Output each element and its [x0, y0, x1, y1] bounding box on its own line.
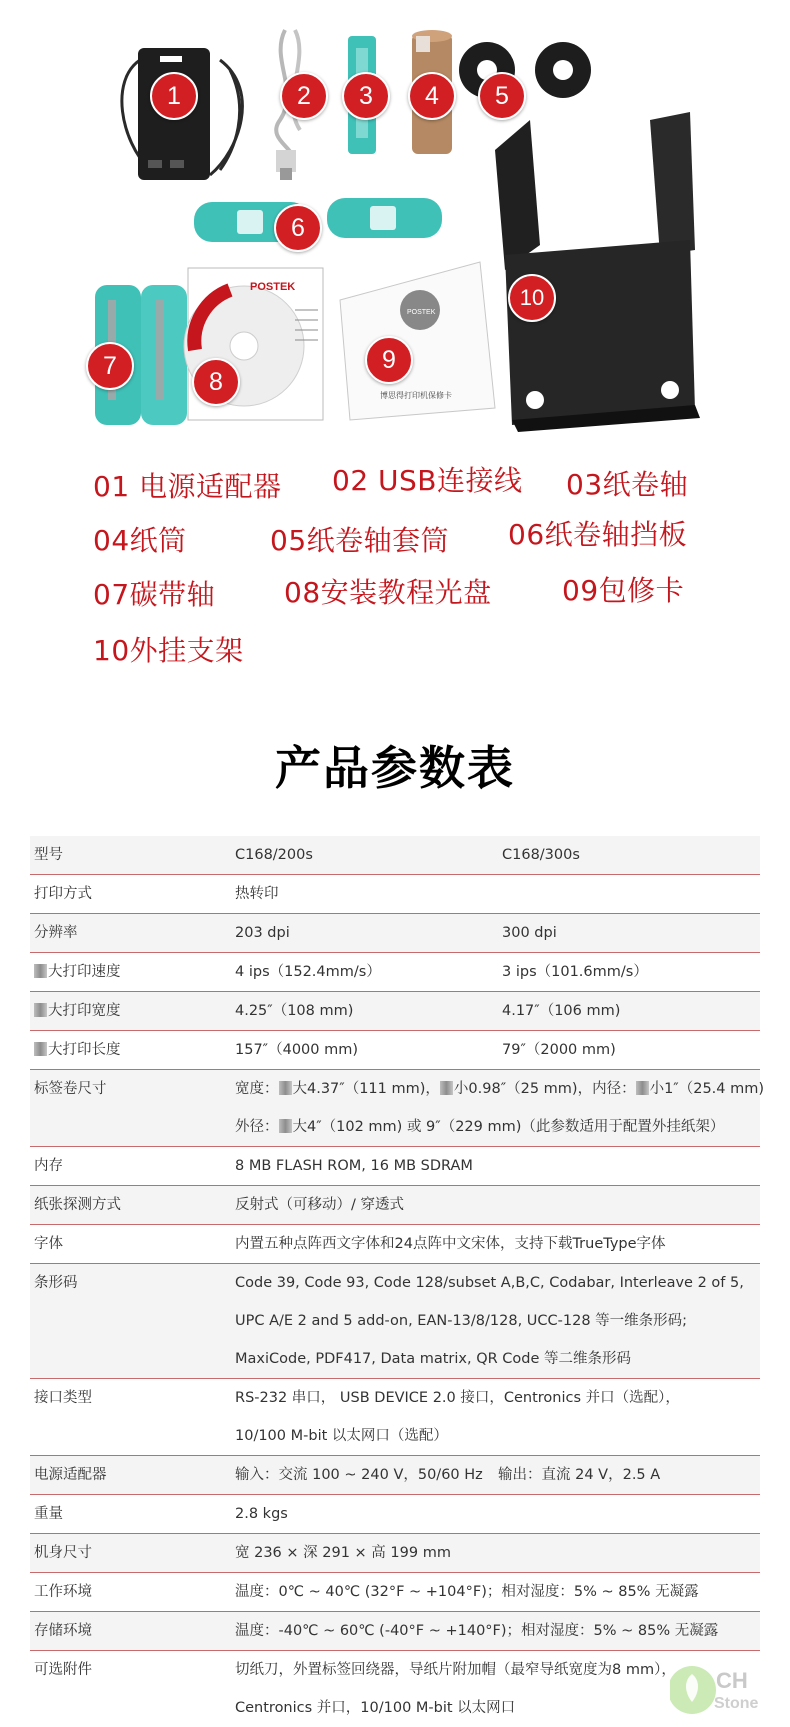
table-row-power-adapter — [30, 1456, 760, 1495]
table-row-resolution — [30, 914, 760, 953]
external-holder-image — [495, 112, 700, 432]
row-value-2: 300 dpi — [502, 925, 557, 941]
table-row-operating-env — [30, 1573, 760, 1612]
row-line: MaxiCode, PDF417, Data matrix, QR Code 等二维条形码 — [235, 1351, 632, 1367]
table-row-barcodes — [30, 1264, 760, 1379]
accessories-photo — [0, 0, 790, 440]
row-value-1: 内置五种点阵西文字体和24点阵中文宋体，支持下载TrueType字体 — [235, 1236, 666, 1252]
table-row-max-speed — [30, 953, 760, 992]
table-row-interfaces — [30, 1379, 760, 1456]
table-row-accessories — [30, 1651, 760, 1727]
row-value-1: 输入：交流 100 ~ 240 V，50/60 Hz — [235, 1467, 483, 1483]
chstone-logo — [670, 1662, 770, 1718]
text-part: 大4″（102 mm) 或 9″（229 mm)（此参数适用于配置外挂纸架） — [292, 1119, 725, 1135]
blurred-glyph — [279, 1081, 292, 1095]
text-part: 外径： — [235, 1119, 279, 1135]
row-label: 工作环境 — [34, 1584, 92, 1600]
badge-4: 4 — [408, 72, 456, 120]
row-line: Code 39, Code 93, Code 128/subset A,B,C, Codabar, Interleave 2 of 5, — [235, 1275, 744, 1291]
row-line — [235, 1108, 724, 1146]
table-row-fonts — [30, 1225, 760, 1264]
table-row-max-width — [30, 992, 760, 1031]
blurred-glyph — [34, 964, 47, 978]
row-label: 条形码 — [34, 1275, 78, 1291]
row-value-2: 输出：直流 24 V，2.5 A — [498, 1467, 661, 1483]
row-label: 大打印速度 — [48, 964, 121, 980]
row-label: 机身尺寸 — [34, 1545, 92, 1561]
blurred-glyph — [440, 1081, 453, 1095]
spec-table-title: 产品参数表 — [275, 741, 515, 795]
caption-08: 08安装教程光盘 — [284, 576, 492, 609]
text-part: 小0.98″（25 mm)，内径： — [453, 1081, 636, 1097]
row-value-1: 157″（4000 mm) — [235, 1042, 359, 1058]
badge-10: 10 — [508, 274, 556, 322]
row-line: UPC A/E 2 and 5 add-on, EAN-13/8/128, UCC-128 等一维条形码; — [235, 1313, 688, 1329]
row-value-2: 3 ips（101.6mm/s） — [502, 964, 648, 980]
row-value-2: 79″（2000 mm) — [502, 1042, 616, 1058]
badge-9: 9 — [365, 336, 413, 384]
row-line: 10/100 M-bit 以太网口（选配） — [235, 1428, 448, 1444]
row-label: 存储环境 — [34, 1623, 92, 1639]
logo-line-1: CH — [716, 1668, 748, 1693]
table-row-dimensions — [30, 1534, 760, 1573]
row-line: 切纸刀，外置标签回绕器，导纸片附加帽（最窄导纸宽度为8 mm）， — [235, 1662, 676, 1678]
row-line — [235, 1070, 764, 1108]
row-label: 纸张探测方式 — [34, 1197, 121, 1213]
logo-line-2: Stone — [714, 1695, 759, 1712]
row-value-1: 温度：-40℃ ~ 60℃ (-40°F ~ +140°F)；相对湿度：5% ~ 85% 无凝露 — [235, 1623, 719, 1639]
card-brand: POSTEK — [407, 309, 436, 316]
table-row-memory — [30, 1147, 760, 1186]
row-value-1: 2.8 kgs — [235, 1506, 288, 1522]
row-label: 大打印宽度 — [48, 1003, 121, 1019]
caption-04: 04纸筒 — [93, 524, 187, 557]
text-part: 宽度： — [235, 1081, 279, 1097]
caption-10: 10外挂支架 — [93, 634, 244, 667]
row-value-2: C168/300s — [502, 847, 580, 863]
card-subtitle: 博思得打印机保修卡 — [380, 391, 452, 400]
badge-5: 5 — [478, 72, 526, 120]
disc-brand: POSTEK — [250, 281, 296, 293]
row-label: 重量 — [34, 1506, 63, 1522]
table-row-max-length — [30, 1031, 760, 1070]
row-value-2: 4.17″（106 mm) — [502, 1003, 621, 1019]
table-row-weight — [30, 1495, 760, 1534]
row-label: 接口类型 — [34, 1390, 92, 1406]
badge-6: 6 — [274, 204, 322, 252]
table-row-paper-sensor — [30, 1186, 760, 1225]
table-row-model — [30, 836, 760, 875]
caption-05: 05纸卷轴套筒 — [270, 524, 450, 557]
badge-7: 7 — [86, 342, 134, 390]
caption-03: 03纸卷轴 — [566, 468, 689, 501]
table-row-storage-env — [30, 1612, 760, 1651]
badge-8: 8 — [192, 358, 240, 406]
table-row-print-method — [30, 875, 760, 914]
text-part: 大4.37″（111 mm)， — [292, 1081, 440, 1097]
badge-3: 3 — [342, 72, 390, 120]
row-value-1: 宽 236 × 深 291 × 高 199 mm — [235, 1545, 451, 1561]
row-label: 型号 — [34, 847, 63, 863]
row-label: 电源适配器 — [34, 1467, 107, 1483]
row-line: RS-232 串口， USB DEVICE 2.0 接口，Centronics 并口（选配）， — [235, 1390, 680, 1406]
caption-01: 01 电源适配器 — [93, 470, 282, 503]
row-value-1: 8 MB FLASH ROM, 16 MB SDRAM — [235, 1158, 473, 1174]
badge-1: 1 — [150, 72, 198, 120]
row-label: 分辨率 — [34, 925, 78, 941]
blurred-glyph — [636, 1081, 649, 1095]
caption-09: 09包修卡 — [562, 574, 685, 607]
caption-06: 06纸卷轴挡板 — [508, 518, 688, 551]
table-row-label-roll-size — [30, 1070, 765, 1147]
badge-2: 2 — [280, 72, 328, 120]
row-value-1: 反射式（可移动）/ 穿透式 — [235, 1197, 404, 1213]
row-value-1: 热转印 — [235, 886, 279, 902]
accessory-captions — [0, 455, 790, 685]
row-label: 字体 — [34, 1236, 63, 1252]
caption-07: 07碳带轴 — [93, 578, 216, 611]
row-value-1: 203 dpi — [235, 925, 290, 941]
row-label: 可选附件 — [34, 1662, 92, 1678]
row-label: 打印方式 — [34, 886, 92, 902]
caption-02: 02 USB连接线 — [332, 464, 523, 497]
row-label: 大打印长度 — [48, 1042, 121, 1058]
blurred-glyph — [34, 1042, 47, 1056]
row-value-1: 温度：0℃ ~ 40℃ (32°F ~ +104°F)；相对湿度：5% ~ 85% 无凝露 — [235, 1584, 699, 1600]
blurred-glyph — [279, 1119, 292, 1133]
spec-table — [30, 836, 765, 1727]
row-label: 内存 — [34, 1158, 63, 1174]
row-value-1: C168/200s — [235, 847, 313, 863]
row-value-1: 4 ips（152.4mm/s） — [235, 964, 381, 980]
row-label: 标签卷尺寸 — [34, 1081, 107, 1097]
text-part: 小1″（25.4 mm) — [649, 1081, 765, 1097]
row-line: Centronics 并口，10/100 M-bit 以太网口 — [235, 1700, 516, 1716]
blurred-glyph — [34, 1003, 47, 1017]
warranty-card-image — [340, 262, 495, 420]
row-value-1: 4.25″（108 mm) — [235, 1003, 354, 1019]
